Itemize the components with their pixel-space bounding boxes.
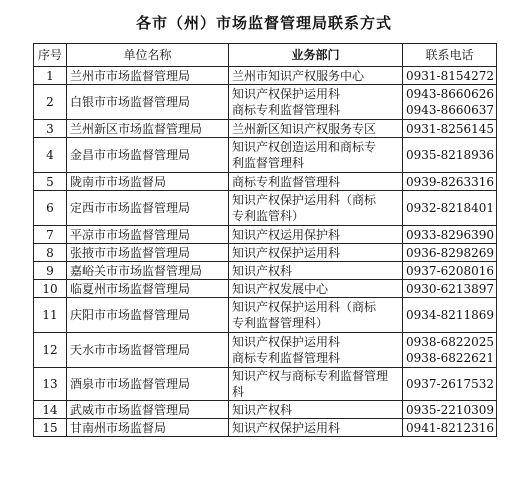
phone-line: 0930-6213897 bbox=[406, 281, 495, 296]
dept-line: 知识产权科 bbox=[232, 402, 293, 417]
cell-dept bbox=[229, 333, 403, 368]
dept-line: 知识产权创造运用和商标专 bbox=[232, 140, 377, 154]
dept-line: 专利监管科） bbox=[232, 209, 305, 223]
cell-num: 4 bbox=[34, 138, 67, 173]
cell-unit: 兰州新区市场监督管理局 bbox=[67, 120, 229, 138]
cell-unit: 甘南州市场监督局 bbox=[67, 419, 229, 437]
cell-num: 2 bbox=[34, 85, 67, 120]
cell-phone bbox=[403, 280, 497, 298]
cell-unit: 庆阳市市场监督管理局 bbox=[67, 298, 229, 333]
cell-num: 3 bbox=[34, 120, 67, 138]
table-row bbox=[34, 280, 497, 298]
cell-phone bbox=[403, 368, 497, 401]
cell-num: 15 bbox=[34, 419, 67, 437]
phone-line: 0943-8660637 bbox=[406, 103, 495, 117]
cell-num: 11 bbox=[34, 298, 67, 333]
phone-line: 0931-8256145 bbox=[406, 121, 495, 136]
cell-dept bbox=[229, 226, 403, 244]
phone-line: 0935-8218936 bbox=[406, 148, 495, 162]
cell-dept bbox=[229, 138, 403, 173]
cell-num: 5 bbox=[34, 173, 67, 191]
header-phone: 联系电话 bbox=[403, 44, 497, 67]
dept-line: 商标专利监督管理科 bbox=[232, 103, 341, 117]
table-row bbox=[34, 138, 497, 173]
cell-phone bbox=[403, 85, 497, 120]
cell-dept bbox=[229, 401, 403, 419]
cell-unit: 天水市市场监督管理局 bbox=[67, 333, 229, 368]
table-row bbox=[34, 333, 497, 368]
cell-unit: 张掖市市场监督管理局 bbox=[67, 244, 229, 262]
dept-line: 兰州市知识产权服务中心 bbox=[232, 68, 365, 83]
table-row bbox=[34, 262, 497, 280]
dept-line: 知识产权科 bbox=[232, 263, 293, 278]
dept-line: 知识产权与商标专利监督管理科 bbox=[232, 369, 389, 399]
cell-num: 13 bbox=[34, 368, 67, 401]
phone-line: 0937-2617532 bbox=[406, 377, 495, 391]
dept-line: 知识产权运用保护科 bbox=[232, 227, 341, 242]
table-row bbox=[34, 401, 497, 419]
dept-line: 专利监督管理科） bbox=[232, 316, 329, 330]
cell-num: 10 bbox=[34, 280, 67, 298]
table-row bbox=[34, 419, 497, 437]
cell-unit: 平凉市市场监督管理局 bbox=[67, 226, 229, 244]
dept-line: 知识产权保护运用科 bbox=[232, 420, 341, 435]
dept-line: 知识产权保护运用科 bbox=[232, 335, 341, 349]
cell-phone bbox=[403, 298, 497, 333]
cell-num: 12 bbox=[34, 333, 67, 368]
cell-phone bbox=[403, 262, 497, 280]
cell-dept bbox=[229, 262, 403, 280]
cell-phone bbox=[403, 244, 497, 262]
cell-dept bbox=[229, 368, 403, 401]
phone-line: 0943-8660626 bbox=[406, 87, 495, 101]
cell-phone bbox=[403, 333, 497, 368]
phone-line: 0931-8154272 bbox=[406, 68, 495, 83]
cell-dept bbox=[229, 280, 403, 298]
cell-unit: 临夏州市场监督管理局 bbox=[67, 280, 229, 298]
cell-phone bbox=[403, 120, 497, 138]
cell-phone bbox=[403, 191, 497, 226]
table-body bbox=[34, 67, 497, 437]
header-unit: 单位名称 bbox=[67, 44, 229, 67]
cell-phone bbox=[403, 401, 497, 419]
dept-line: 兰州新区知识产权服务专区 bbox=[232, 121, 377, 136]
cell-dept bbox=[229, 419, 403, 437]
cell-num: 14 bbox=[34, 401, 67, 419]
cell-num: 1 bbox=[34, 67, 67, 85]
dept-line: 知识产权发展中心 bbox=[232, 281, 329, 296]
cell-dept bbox=[229, 191, 403, 226]
table-row bbox=[34, 85, 497, 120]
table-row bbox=[34, 298, 497, 333]
dept-line: 商标专利监督管理科 bbox=[232, 351, 341, 365]
cell-phone bbox=[403, 226, 497, 244]
cell-unit: 定西市市场监督管理局 bbox=[67, 191, 229, 226]
cell-num: 8 bbox=[34, 244, 67, 262]
header-row bbox=[34, 44, 497, 67]
dept-line: 知识产权保护运用科（商标 bbox=[232, 300, 377, 314]
phone-line: 0939-8263316 bbox=[406, 174, 495, 189]
phone-line: 0938-6822025 bbox=[406, 335, 495, 349]
phone-line: 0941-8212316 bbox=[406, 420, 495, 435]
cell-unit: 陇南市市场监督局 bbox=[67, 173, 229, 191]
cell-num: 7 bbox=[34, 226, 67, 244]
phone-line: 0934-8211869 bbox=[406, 308, 495, 322]
contacts-table bbox=[33, 43, 497, 437]
cell-unit: 兰州市市场监督管理局 bbox=[67, 67, 229, 85]
cell-unit: 武威市市场监督管理局 bbox=[67, 401, 229, 419]
cell-phone bbox=[403, 67, 497, 85]
cell-dept bbox=[229, 244, 403, 262]
table-row bbox=[34, 173, 497, 191]
cell-unit: 嘉峪关市市场监督管理局 bbox=[67, 262, 229, 280]
cell-unit: 白银市市场监督管理局 bbox=[67, 85, 229, 120]
dept-line: 知识产权保护运用科 bbox=[232, 87, 341, 101]
header-dept: 业务部门 bbox=[229, 44, 403, 67]
cell-num: 6 bbox=[34, 191, 67, 226]
cell-dept bbox=[229, 67, 403, 85]
phone-line: 0936-8298269 bbox=[406, 245, 495, 260]
dept-line: 知识产权保护运用科（商标 bbox=[232, 193, 377, 207]
table-row bbox=[34, 226, 497, 244]
table-row bbox=[34, 244, 497, 262]
phone-line: 0938-6822621 bbox=[406, 351, 495, 365]
phone-line: 0937-6208016 bbox=[406, 263, 495, 278]
phone-line: 0935-2210309 bbox=[406, 402, 495, 417]
dept-line: 商标专利监督管理科 bbox=[232, 174, 341, 189]
table-row bbox=[34, 120, 497, 138]
table-row bbox=[34, 368, 497, 401]
table-row bbox=[34, 67, 497, 85]
dept-line: 知识产权保护运用科 bbox=[232, 245, 341, 260]
cell-phone bbox=[403, 138, 497, 173]
cell-phone bbox=[403, 173, 497, 191]
phone-line: 0933-8296390 bbox=[406, 227, 495, 242]
page-title: 各市（州）市场监督管理局联系方式 bbox=[135, 14, 392, 32]
cell-dept bbox=[229, 298, 403, 333]
cell-num: 9 bbox=[34, 262, 67, 280]
cell-unit: 金昌市市场监督管理局 bbox=[67, 138, 229, 173]
cell-phone bbox=[403, 419, 497, 437]
dept-line: 利监督管理科 bbox=[232, 156, 305, 170]
header-num: 序号 bbox=[34, 44, 67, 67]
cell-dept bbox=[229, 85, 403, 120]
cell-dept bbox=[229, 173, 403, 191]
table-row bbox=[34, 191, 497, 226]
cell-dept bbox=[229, 120, 403, 138]
phone-line: 0932-8218401 bbox=[406, 201, 495, 215]
cell-unit: 酒泉市市场监督管理局 bbox=[67, 368, 229, 401]
